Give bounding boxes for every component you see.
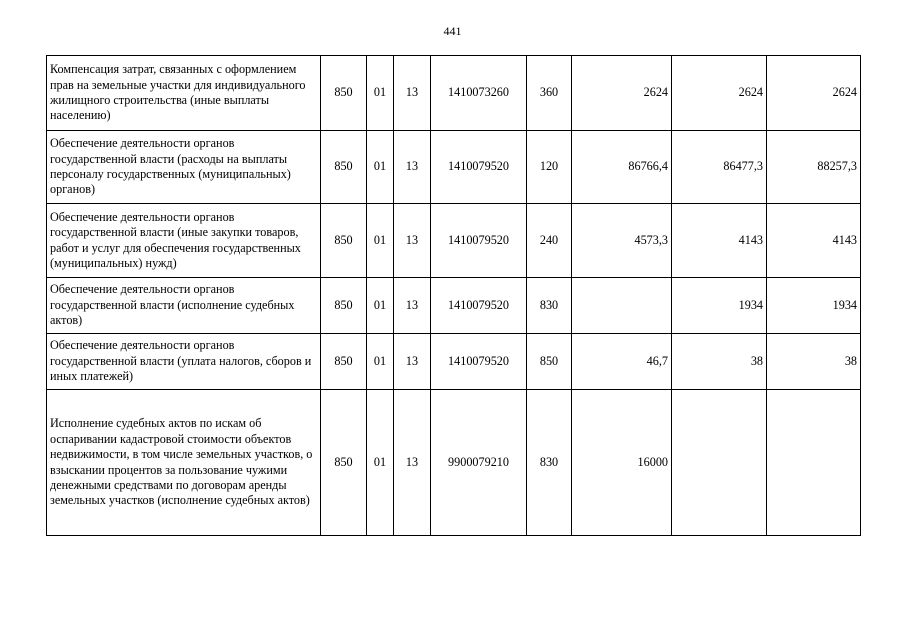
expense-type-code: 830 — [527, 390, 572, 536]
budget-table — [46, 55, 861, 536]
subsection-code: 13 — [394, 204, 431, 278]
amount-1 — [572, 278, 672, 334]
section-code: 01 — [367, 131, 394, 204]
amount-2: 2624 — [672, 56, 767, 131]
page-number: 441 — [443, 24, 462, 38]
amount-3: 2624 — [767, 56, 861, 131]
amount-2: 1934 — [672, 278, 767, 334]
table-row — [47, 390, 861, 536]
amount-3 — [767, 390, 861, 536]
table-row — [47, 334, 861, 390]
section-code: 01 — [367, 334, 394, 390]
ministry-code: 850 — [321, 56, 367, 131]
amount-3: 1934 — [767, 278, 861, 334]
expense-type-code: 830 — [527, 278, 572, 334]
row-description: Обеспечение деятельности органов государственной власти (исполнение судебных актов) — [47, 278, 321, 334]
ministry-code: 850 — [321, 390, 367, 536]
subsection-code: 13 — [394, 390, 431, 536]
expense-type-code: 120 — [527, 131, 572, 204]
section-code: 01 — [367, 204, 394, 278]
amount-2: 38 — [672, 334, 767, 390]
table-row — [47, 56, 861, 131]
section-code: 01 — [367, 56, 394, 131]
section-code: 01 — [367, 390, 394, 536]
target-article-code: 1410079520 — [431, 131, 527, 204]
subsection-code: 13 — [394, 334, 431, 390]
ministry-code: 850 — [321, 278, 367, 334]
ministry-code: 850 — [321, 131, 367, 204]
row-description: Исполнение судебных актов по искам об оспаривании кадастровой стоимости объектов недвижимости, в том числе земельных участков, о взыскании процентов за пользование чужими денежными средствами по договорам аренды земельных участков (исполнение судебных актов) — [47, 390, 321, 536]
amount-2: 4143 — [672, 204, 767, 278]
amount-1: 86766,4 — [572, 131, 672, 204]
row-description: Обеспечение деятельности органов государственной власти (расходы на выплаты персоналу государственных (муниципальных) органов) — [47, 131, 321, 204]
target-article-code: 1410079520 — [431, 334, 527, 390]
amount-3: 38 — [767, 334, 861, 390]
expense-type-code: 360 — [527, 56, 572, 131]
section-code: 01 — [367, 278, 394, 334]
ministry-code: 850 — [321, 334, 367, 390]
table-row — [47, 131, 861, 204]
amount-2 — [672, 390, 767, 536]
subsection-code: 13 — [394, 131, 431, 204]
expense-type-code: 850 — [527, 334, 572, 390]
amount-3: 88257,3 — [767, 131, 861, 204]
row-description: Обеспечение деятельности органов государственной власти (уплата налогов, сборов и иных платежей) — [47, 334, 321, 390]
amount-2: 86477,3 — [672, 131, 767, 204]
amount-1: 2624 — [572, 56, 672, 131]
target-article-code: 1410073260 — [431, 56, 527, 131]
target-article-code: 1410079520 — [431, 204, 527, 278]
amount-1: 16000 — [572, 390, 672, 536]
table-row — [47, 204, 861, 278]
row-description: Компенсация затрат, связанных с оформлением прав на земельные участки для индивидуального жилищного строительства (иные выплаты населению) — [47, 56, 321, 131]
target-article-code: 9900079210 — [431, 390, 527, 536]
target-article-code: 1410079520 — [431, 278, 527, 334]
amount-1: 4573,3 — [572, 204, 672, 278]
table-row — [47, 278, 861, 334]
subsection-code: 13 — [394, 56, 431, 131]
row-description: Обеспечение деятельности органов государственной власти (иные закупки товаров, работ и услуг для обеспечения государственных (муниципальных) нужд) — [47, 204, 321, 278]
expense-type-code: 240 — [527, 204, 572, 278]
subsection-code: 13 — [394, 278, 431, 334]
amount-1: 46,7 — [572, 334, 672, 390]
amount-3: 4143 — [767, 204, 861, 278]
ministry-code: 850 — [321, 204, 367, 278]
